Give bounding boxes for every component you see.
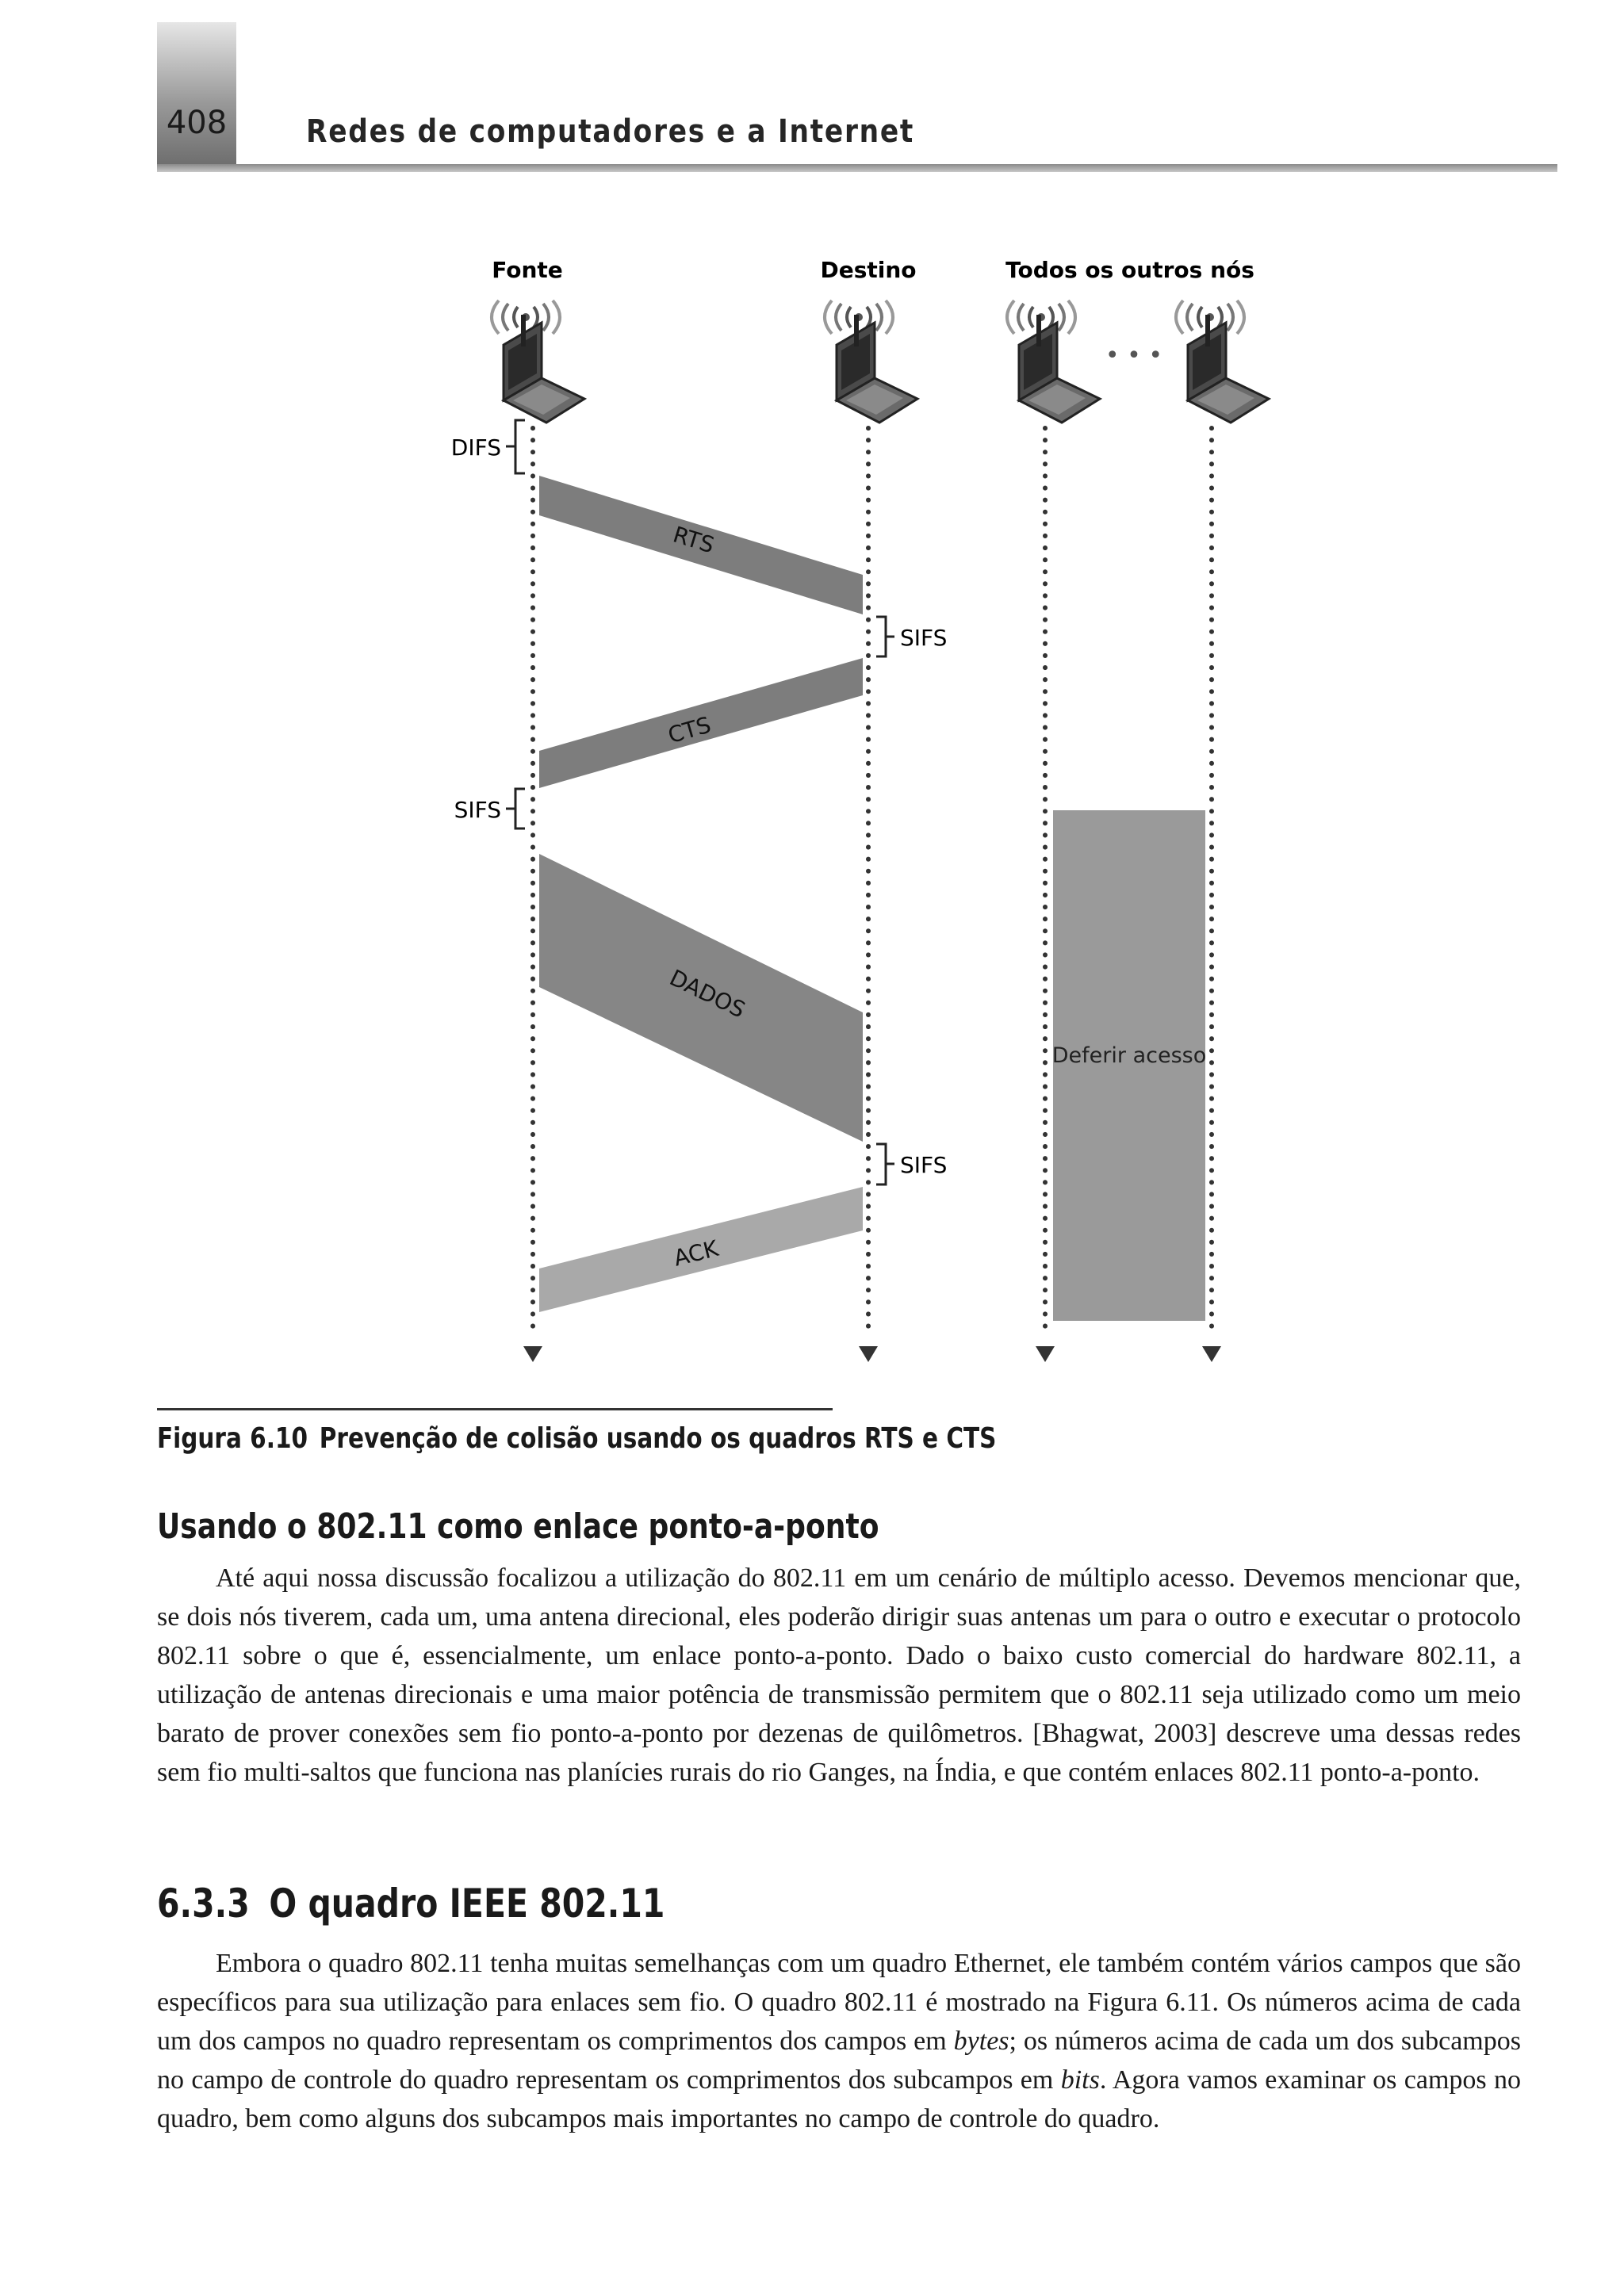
body-paragraph: Até aqui nossa discussão focalizou a utilização do 802.11 em um cenário de múltiplo acesso. Devemos mencionar que, se dois nós tiverem, cada um, uma antena direcional, eles poderão dirigir suas antenas um para o outro e executar o protocolo 802.11 sobre o que é, essencialmente, um enlace ponto-a-ponto. Dado o baixo custo comercial do hardware 802.11, a utilização de antenas direcionais e uma maior potência de transmissão permitem que o 802.11 seja utilizado como um meio barato de prover conexões sem fio ponto-a-ponto por dezenas de quilômetros. [Bhagwat, 2003] descreve uma dessas redes sem fio multi-saltos que funciona nas planícies rurais do rio Ganges, na Índia, e que contém enlaces 802.11 ponto-a-ponto. bbox=[157, 1563, 1521, 1787]
subsection-heading: Usando o 802.11 como enlace ponto-a-ponto bbox=[157, 1506, 879, 1547]
paragraph-text: Embora o quadro 802.11 tenha muitas semelhanças com um quadro Ethernet, ele também contém vários campos que são específicos para sua utilização para enlaces sem fio. O quadro 802.11 é mostrado na Figura 6.11. Os números acima de cada um dos campos no quadro representam os comprimentos dos campos em bbox=[157, 1949, 1521, 2056]
sifs-brace bbox=[506, 789, 525, 828]
figure-caption bbox=[157, 1422, 996, 1455]
figure-caption-label: Figura 6.10 bbox=[157, 1422, 308, 1455]
other-node-laptop-icon bbox=[1176, 300, 1269, 423]
section-number: 6.3.3 bbox=[157, 1881, 250, 1927]
paragraph-text: ; os números acima de cada um dos subcampos no campo de controle do quadro representam os comprimentos dos subcampos em bbox=[157, 2026, 1521, 2095]
sifs-destination-label: SIFS bbox=[900, 1152, 948, 1178]
time-arrow-icon bbox=[1036, 1346, 1055, 1362]
paragraph-text: . Agora vamos examinar os campos no quadro, bem como alguns dos subcampos mais importantes no campo de controle do quadro. bbox=[157, 2065, 1522, 2133]
other-nodes-label: Todos os outros nós bbox=[1005, 257, 1254, 283]
time-arrow-icon bbox=[1202, 1346, 1221, 1362]
page-number: 408 bbox=[166, 105, 228, 141]
other-node-laptop-icon bbox=[1007, 300, 1100, 423]
sifs-brace bbox=[876, 1144, 894, 1184]
emphasis-bits: bits bbox=[1060, 2065, 1100, 2095]
time-arrow-icon bbox=[859, 1346, 878, 1362]
difs-label: DIFS bbox=[450, 434, 501, 461]
cts-label: CTS bbox=[665, 711, 714, 749]
sifs-source-label: SIFS bbox=[454, 797, 501, 823]
sifs-brace bbox=[876, 617, 894, 656]
source-laptop-icon bbox=[492, 300, 584, 423]
rts-label: RTS bbox=[669, 521, 718, 559]
data-label: DADOS bbox=[665, 964, 750, 1024]
destination-label: Destino bbox=[820, 257, 917, 283]
caption-rule bbox=[157, 1408, 833, 1410]
figure-caption-text: Prevenção de colisão usando os quadros RTS e CTS bbox=[319, 1422, 997, 1455]
defer-access-label: Deferir acesso bbox=[1051, 1043, 1207, 1068]
section-heading bbox=[157, 1881, 665, 1927]
ack-label: ACK bbox=[671, 1234, 722, 1272]
body-paragraph bbox=[157, 1944, 1521, 2138]
ellipsis: • • • bbox=[1105, 342, 1163, 369]
difs-brace bbox=[506, 420, 525, 473]
section-title: O quadro IEEE 802.11 bbox=[269, 1881, 665, 1927]
time-arrow-icon bbox=[523, 1346, 542, 1362]
source-label: Fonte bbox=[492, 257, 563, 283]
emphasis-bytes: bytes bbox=[953, 2026, 1009, 2056]
destination-laptop-icon bbox=[825, 300, 917, 423]
running-title: Redes de computadores e a Internet bbox=[306, 113, 915, 150]
sifs-destination-label: SIFS bbox=[900, 625, 948, 651]
